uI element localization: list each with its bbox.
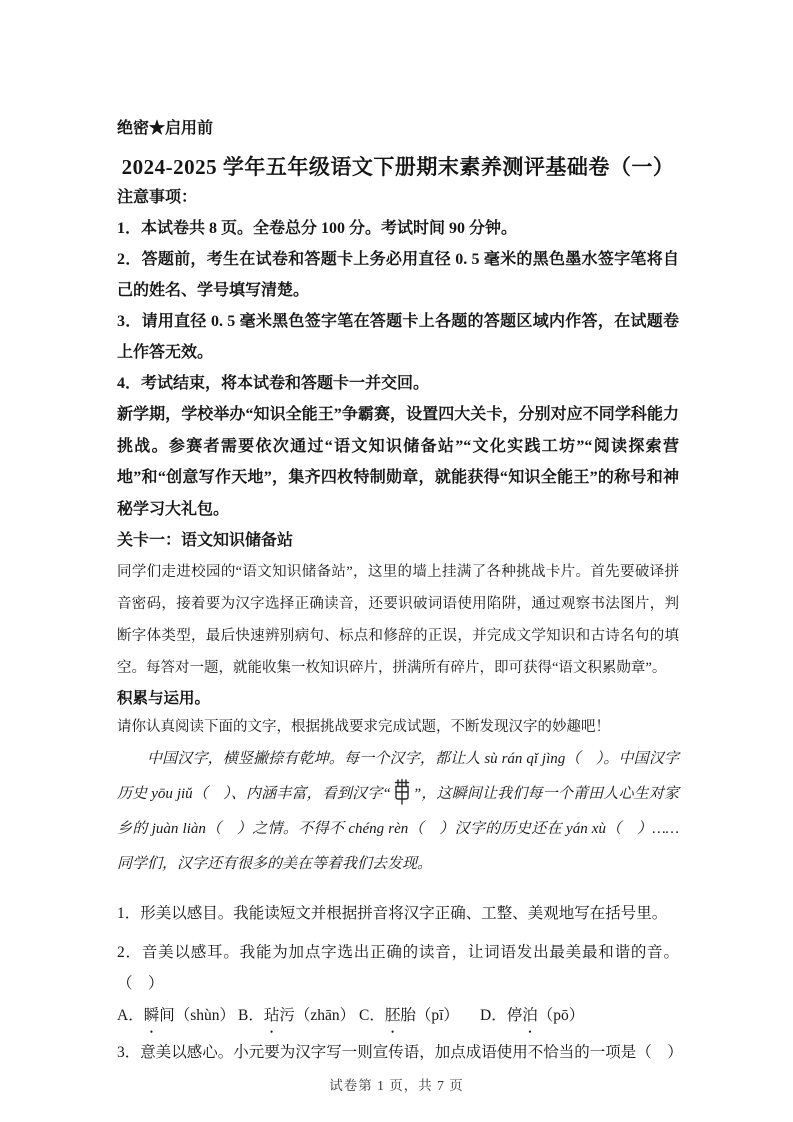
options-row: [117, 1000, 679, 1031]
question-1: 1．形美以感目。我能读短文并根据拼音将汉字正确、工整、美观地写在括号里。: [117, 905, 668, 922]
option-a-prefix: A．: [117, 1007, 144, 1024]
section-description: 同学们走进校园的“语文知识储备站”，这里的墙上挂满了各种挑战卡片。首先要破译拼音密码，接着要为汉字选择正确读音，还要识破词语使用陷阱，通过观察书法图片，判断字体类型，最后快速辨别病句、标点和修辞的正误，并完成文学知识和古诗名句的填空。每答对一题，就能收集一枚知识碎片，拼满所有碎片，即可获得“语文积累勋章”。: [117, 564, 679, 676]
option-d: [480, 1000, 584, 1031]
question-2: 2．音美以感耳。我能为加点字选出正确的读音，让词语发出最美最和谐的音。（ ）: [117, 944, 679, 992]
page-footer: 试卷第 1 页，共 7 页: [329, 1078, 464, 1093]
option-d-dotted-char: 泊: [522, 1007, 538, 1024]
secrecy-label: 绝密★启用前: [117, 120, 214, 137]
option-b-dotted-char: 玷: [263, 1007, 280, 1024]
passage-part2: ”，这瞬间让我们每一个莆田人心生对家乡的 juàn liàn（ ）之情。不得不 chéng rèn（ ）汉字的历史还在 yán xù（ ）……同学们，汉字还有很多的美在等着我们去发现。: [117, 786, 679, 872]
option-d-rest: （pō）: [537, 1007, 585, 1024]
option-c: [359, 1000, 480, 1031]
task-prompt: 请你认真阅读下面的文字，根据挑战要求完成试题，不断发现汉字的妙趣吧！: [117, 719, 610, 735]
notes-heading: 注意事项：: [117, 189, 198, 206]
option-c-prefix: C．: [359, 1007, 385, 1024]
option-b-rest: 污（zhān）: [279, 1007, 356, 1024]
note-item-2: 2．答题前，考生在试卷和答题卡上务必用直径 0. 5 毫米的黑色墨水签字笔将自己的姓名、学号填写清楚。: [117, 251, 679, 299]
option-b: [238, 1000, 359, 1031]
intro-paragraph: 新学期，学校举办“知识全能王”争霸赛，设置四大关卡，分别对应不同学科能力挑战。参赛者需要依次通过“语文知识储备站”“文化实践工坊”“阅读探索营地”和“创意写作天地”，集齐四枚特制勋章，就能获得“知识全能王”的称号和神秘学习大礼包。: [117, 406, 679, 518]
option-d-prefix: D．停: [480, 1007, 523, 1024]
page-content: [117, 118, 683, 1068]
note-item-3: 3．请用直径 0. 5 毫米黑色签字笔在答题卡上各题的答题区域内作答，在试题卷上作答无效。: [117, 313, 679, 361]
section-heading: 关卡一：语文知识储备站: [117, 532, 294, 549]
option-a-rest: 间（shùn）: [159, 1007, 236, 1024]
subsection-heading: 积累与运用。: [117, 690, 211, 707]
note-item-4: 4．考试结束，将本试卷和答题卡一并交回。: [117, 375, 430, 392]
question-3: 3．意美以感心。小元要为汉字写一则宣传语，加点成语使用不恰当的一项是（ ）: [117, 1044, 683, 1061]
option-b-prefix: B．: [238, 1007, 264, 1024]
seal-script-character-icon: [392, 778, 412, 805]
option-c-rest: 胎（pī）: [400, 1007, 459, 1024]
page-title: 2024-2025 学年五年级语文下册期末素养测评基础卷（一）: [121, 155, 675, 179]
passage-part1: 中国汉字，横竖撇捺有乾坤。每一个汉字，都让人 sù rán qǐ jìng（ ）。中国汉字历史 yōu jiǔ（ ）、内涵丰富，看到汉字“: [117, 751, 679, 802]
note-item-1: 1．本试卷共 8 页。全卷总分 100 分。考试时间 90 分钟。: [117, 220, 518, 237]
option-a: [117, 1000, 238, 1031]
option-c-dotted-char: 胚: [384, 1007, 401, 1024]
option-a-dotted-char: 瞬: [143, 1007, 160, 1024]
reading-passage: [117, 742, 679, 882]
